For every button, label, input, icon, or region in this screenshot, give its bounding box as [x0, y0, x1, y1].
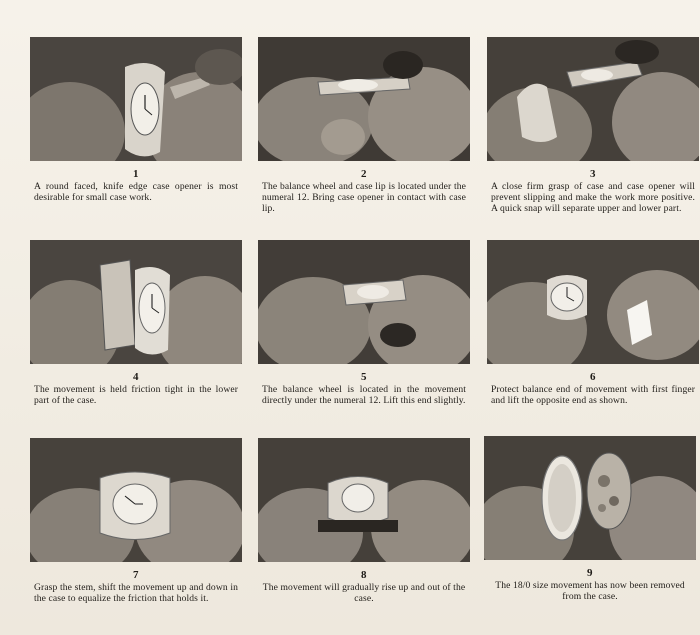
- step-7-photo: [30, 438, 242, 562]
- step-9-caption: The 18/0 size movement has now been removed from the case.: [495, 580, 685, 603]
- step-3-caption: A close firm grasp of case and case opener will prevent slipping and make the work more positive. A quick snap will separate upper and lower part.: [491, 181, 695, 215]
- step-4-number: 4: [133, 371, 139, 383]
- step-3: [487, 37, 699, 215]
- step-9-number: 9: [587, 567, 593, 579]
- step-5-photo: [258, 240, 470, 364]
- step-6-photo: [487, 240, 699, 364]
- step-8-caption: The movement will gradually rise up and out of the case.: [262, 582, 466, 605]
- step-6-number: 6: [590, 371, 596, 383]
- step-8-photo: [258, 438, 470, 562]
- step-8-number: 8: [361, 569, 367, 581]
- step-1-number: 1: [133, 168, 139, 180]
- step-3-number: 3: [590, 168, 596, 180]
- step-1-caption: A round faced, knife edge case opener is most desirable for small case work.: [34, 181, 238, 204]
- step-1-photo: [30, 37, 242, 161]
- step-5-number: 5: [361, 371, 367, 383]
- step-5: [258, 240, 470, 406]
- step-8: [258, 438, 470, 604]
- step-5-caption: The balance wheel is located in the movement directly under the numeral 12. Lift this end slightly.: [262, 384, 466, 407]
- step-6-caption: Protect balance end of movement with first finger and lift the opposite end as shown.: [491, 384, 695, 407]
- step-2: [258, 37, 470, 215]
- step-3-photo: [487, 37, 699, 161]
- step-2-photo: [258, 37, 470, 161]
- step-7-number: 7: [133, 569, 139, 581]
- step-9-photo: [484, 436, 696, 560]
- step-9: [484, 436, 696, 602]
- step-4: [30, 240, 242, 406]
- step-2-caption: The balance wheel and case lip is located under the numeral 12. Bring case opener in contact with case lip.: [262, 181, 466, 215]
- step-4-caption: The movement is held friction tight in the lower part of the case.: [34, 384, 238, 407]
- step-2-number: 2: [361, 168, 367, 180]
- step-4-photo: [30, 240, 242, 364]
- step-7-caption: Grasp the stem, shift the movement up and down in the case to equalize the friction that holds it.: [34, 582, 238, 605]
- step-1: [30, 37, 242, 203]
- step-6: [487, 240, 699, 406]
- step-7: [30, 438, 242, 604]
